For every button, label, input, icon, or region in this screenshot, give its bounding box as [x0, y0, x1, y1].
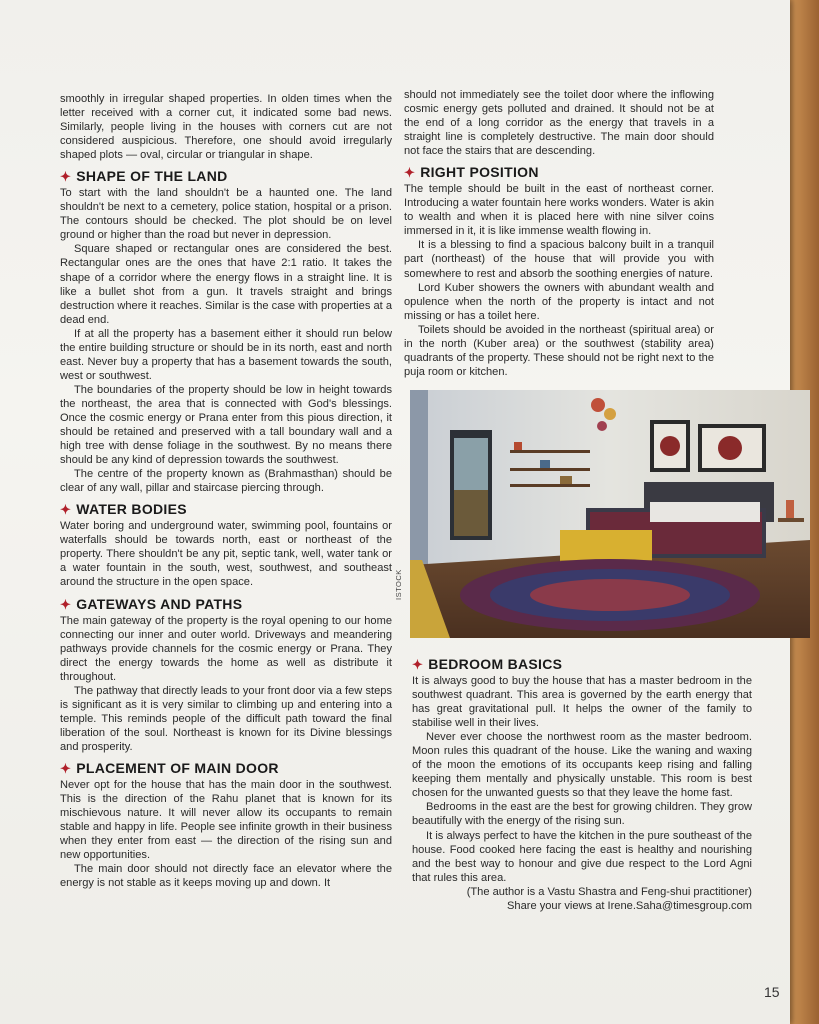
bedroom-photo-illustration [410, 390, 810, 638]
position-paragraph-3: Lord Kuber showers the owners with abundant wealth and opulence when the north of the property is intact and not missing or has a toilet here. [404, 281, 714, 322]
shape-paragraph-2: Square shaped or rectangular ones are considered the best. Rectangular ones are the ones that have 2:1 ratio. It takes the shape of a corridor where the energy flows in a straight line. It is like a bullet shot from a gun. It travels straight and brings destruction where it reaches. Similar is the case with properties at a dead end. [60, 243, 392, 326]
section-heading-water-bodies: ✦ WATER BODIES [60, 501, 187, 518]
shape-paragraph-1: To start with the land shouldn't be a haunted one. The land shouldn't be next to a cemetery, police station, hospital or a prison. The contours should be checked. The plot should be on level ground or higher than the road but never in depression. [60, 187, 392, 242]
right-column-bottom [412, 650, 752, 913]
gateways-paragraph-1: The main gateway of the property is the royal opening to our home connecting our inner and outer world. Driveways and meandering pathways provide channels for the cosmic energy or Prana. They direct the energy towards the home as well as distribute it throughout. [60, 614, 392, 683]
position-paragraph-1: The temple should be built in the east of northeast corner. Introducing a water fountain here works wonders. Water is akin to wealth and when it is placed here with nine silver coins immersed in it, it is like immense wealth flowing in. [404, 183, 714, 238]
section-heading-gateways-and-paths: ✦ GATEWAYS AND PATHS [60, 595, 243, 612]
section-heading-placement-of-main-door: ✦ PLACEMENT OF MAIN DOOR [60, 759, 279, 776]
star-bullet-icon: ✦ [412, 657, 424, 672]
section-heading-bedroom-basics: ✦ BEDROOM BASICS [412, 656, 563, 672]
bedroom-paragraph-3: Bedrooms in the east are the best for growing children. They grow beautifully with the energy of the rising sun. [412, 801, 752, 828]
door-paragraph-2: The main door should not directly face an elevator where the energy is not stable as it keeps moving up and down. It [60, 863, 392, 890]
star-bullet-icon: ✦ [60, 502, 72, 518]
left-intro-paragraph: smoothly in irregular shaped properties. In olden times when the letter received with a corner cut, it indicated some bad news. Similarly, people living in the houses with corners cut are not considered auspicious. Therefore, one should avoid irregularly shaped plots — oval, circular or triangular in shape. [60, 93, 392, 162]
photo-credit: ISTOCK [394, 569, 403, 600]
bedroom-photo [410, 390, 810, 638]
left-column [60, 92, 392, 890]
star-bullet-icon: ✦ [60, 760, 72, 776]
gateways-paragraph-2: The pathway that directly leads to your front door via a few steps is significant as it is very similar to climbing up and entering into a temple. This reminds people of the difficult path toward the final liberation of the soul. Northeast is known for its Divine blessings and prosperity. [60, 684, 392, 753]
shape-paragraph-4: The boundaries of the property should be low in height towards the northeast, the area that is connected with God's blessings. Once the cosmic energy or Prana enter from this pious direction, it should be retained and preserved with a tall boundary wall and a high tree with dense foliage in the southwest. By no means there should be any kind of depression towards the southwest. [60, 383, 392, 467]
bedroom-paragraph-2: Never ever choose the northwest room as the master bedroom. Moon rules this quadrant of the house. Like the waning and waxing of the moon the emotions of its occupants keep rising and falling keeping them mentally and physically unstable. This room is best chosen for the unwanted guests so that they leave the home fast. [412, 731, 752, 800]
position-paragraph-2: It is a blessing to find a spacious balcony built in a tranquil part (northeast) of the house that will provide you with somewhere to rest and absorb the soothing energies of nature. [404, 239, 714, 280]
right-column-top [404, 88, 714, 379]
section-heading-right-position: ✦ RIGHT POSITION [404, 164, 539, 181]
water-paragraph-1: Water boring and underground water, swimming pool, fountains or waterfalls should be towards north, east or northeast of the property. There shouldn't be any pit, septic tank, well, water tank or a water fountain in the south, west, southwest, and southeast around the structure in the open space. [60, 520, 392, 589]
star-bullet-icon: ✦ [404, 165, 416, 181]
shape-paragraph-5: The centre of the property known as (Brahmasthan) should be clear of any wall, pillar and staircase piercing through. [60, 468, 392, 495]
bedroom-paragraph-1: It is always good to buy the house that has a master bedroom in the southwest quadrant. This area is governed by the earth energy that has great gravitational pull. It helps the owner of the family to stabilise well in their lives. [412, 675, 752, 730]
share-views-line: Share your views at Irene.Saha@timesgroup.com [507, 899, 752, 912]
bedroom-paragraph-4: It is always perfect to have the kitchen in the pure southeast of the house. Food cooked here facing the east is healthy and nourishing and the best way to honour and give due respect to the Lord Agni that rules this area. [412, 829, 752, 884]
section-heading-shape-of-the-land: ✦ SHAPE OF THE LAND [60, 168, 228, 185]
shape-paragraph-3: If at all the property has a basement either it should run below the entire building structure or should be in its north, east and north east. Never buy a property that has a basement towards the south, west or southwest. [60, 327, 392, 382]
position-paragraph-4: Toilets should be avoided in the northeast (spiritual area) or in the north (Kuber area) or the southwest (stability area) quadrants of the property. These should not be right next to the puja room or kitchen. [404, 323, 714, 378]
star-bullet-icon: ✦ [60, 169, 72, 185]
door-paragraph-1: Never opt for the house that has the main door in the southwest. This is the direction of the Rahu planet that is known for its mischievous nature. It will never allow its occupants to remain stable and happy in life. People see infinite growth in their business when they enter from east — the direction of the rising sun and new opportunities. [60, 778, 392, 862]
page-number: 15 [764, 984, 780, 1000]
right-intro-paragraph: should not immediately see the toilet door where the inflowing cosmic energy gets polluted and drained. It should not be at the end of a long corridor as the energy that travels in a straight line is completely destructive. The main door should not face the stairs that are descending. [404, 89, 714, 158]
star-bullet-icon: ✦ [60, 596, 72, 612]
author-note: (The author is a Vastu Shastra and Feng-shui practitioner) [466, 885, 752, 898]
